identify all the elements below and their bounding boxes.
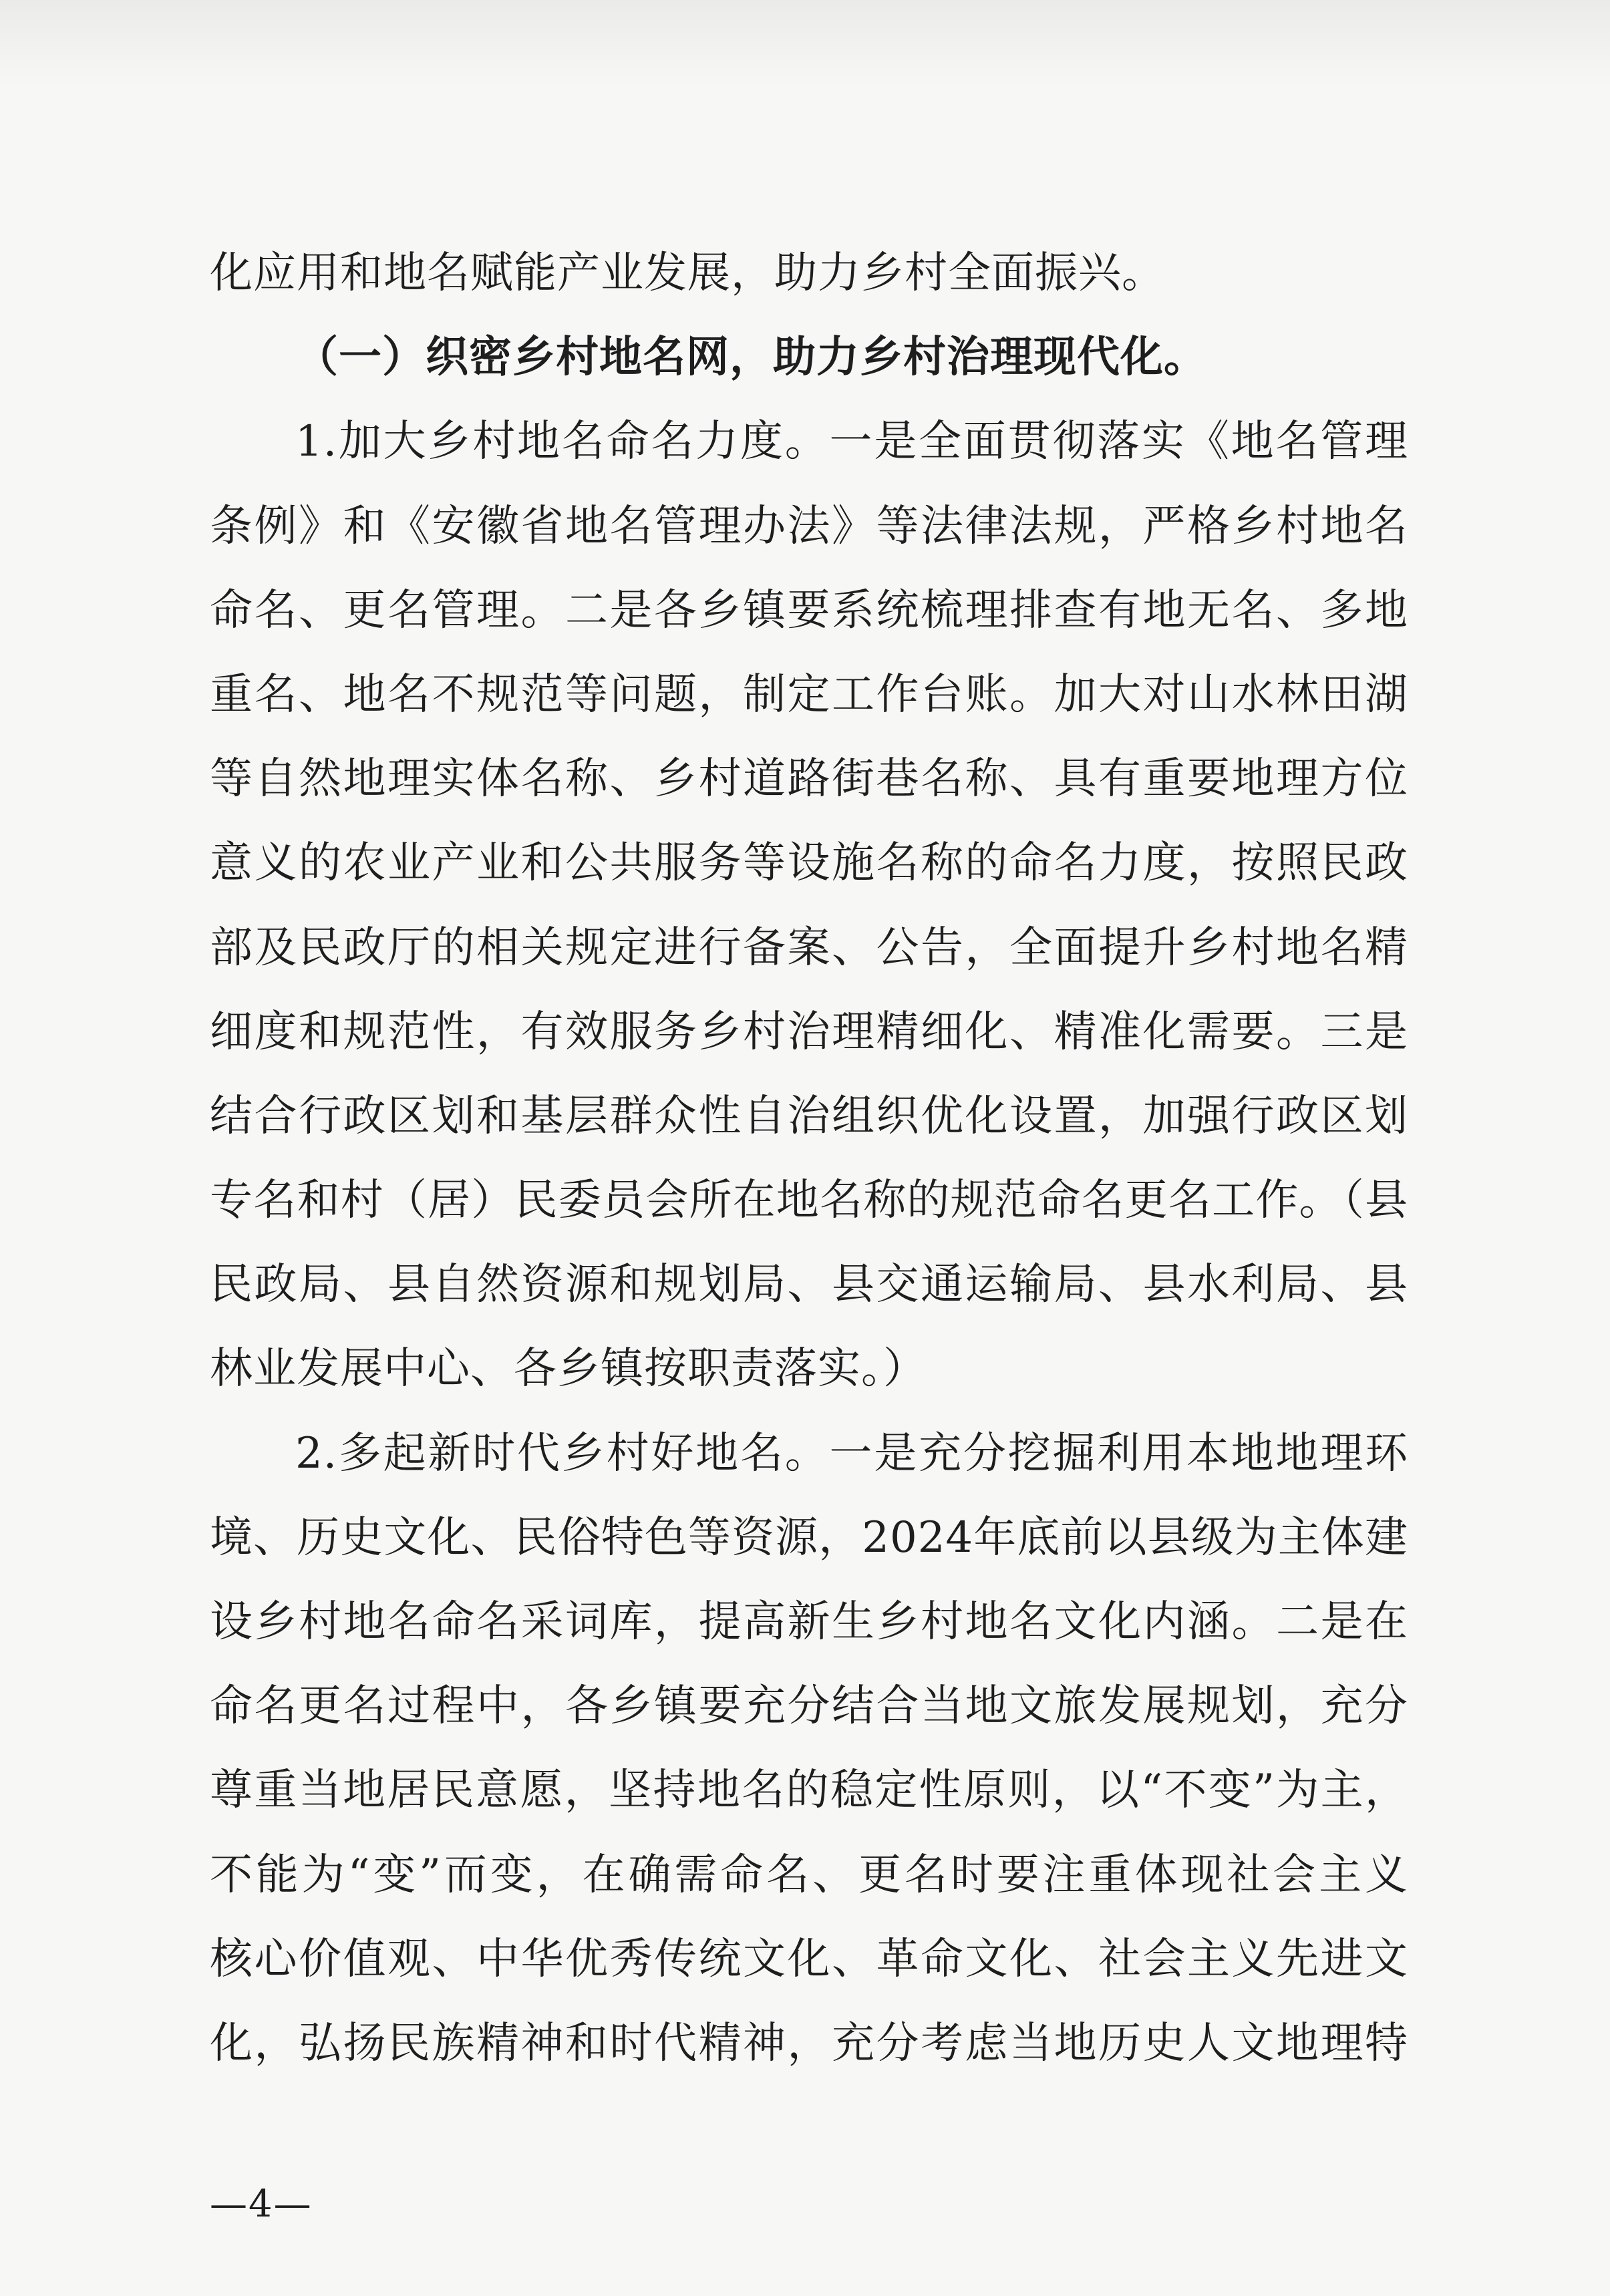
paragraph-line: 专名和村（居）民委员会所在地名称的规范命名更名工作。（县 — [210, 1176, 1408, 1226]
scan-top-shadow — [0, 0, 1610, 87]
paragraph-line: 结合行政区划和基层群众性自治组织优化设置，加强行政区划 — [210, 1091, 1408, 1141]
paragraph-line: 细度和规范性，有效服务乡村治理精细化、精准化需要。三是 — [210, 1007, 1408, 1057]
paragraph-line: 命名、更名管理。二是各乡镇要系统梳理排查有地无名、多地 — [210, 585, 1408, 635]
paragraph-line: 设乡村地名命名采词库，提高新生乡村地名文化内涵。二是在 — [210, 1597, 1408, 1647]
paragraph-line: 林业发展中心、各乡镇按职责落实。） — [210, 1344, 927, 1394]
paragraph-line: 化，弘扬民族精神和时代精神，充分考虑当地历史人文地理特 — [210, 2018, 1408, 2068]
paragraph-line: 化应用和地名赋能产业发展，助力乡村全面振兴。 — [210, 249, 1165, 298]
paragraph-line: 命名更名过程中，各乡镇要充分结合当地文旅发展规划，充分 — [210, 1681, 1408, 1732]
paragraph-line: 部及民政厅的相关规定进行备案、公告，全面提升乡村地名精 — [210, 923, 1408, 973]
paragraph-line: 意义的农业产业和公共服务等设施名称的命名力度，按照民政 — [210, 838, 1408, 888]
paragraph-line: 境、历史文化、民俗特色等资源，2024年底前以县级为主体建 — [210, 1512, 1408, 1563]
paragraph-line: 2.多起新时代乡村好地名。一是充分挖掘利用本地地理环 — [295, 1428, 1408, 1478]
paragraph-line: 核心价值观、中华优秀传统文化、革命文化、社会主义先进文 — [210, 1934, 1408, 1984]
document-body — [210, 231, 1408, 2086]
paragraph-line: 条例》和《安徽省地名管理办法》等法律法规，严格乡村地名 — [210, 501, 1408, 551]
paragraph-line: 不能为“变”而变，在确需命名、更名时要注重体现社会主义 — [210, 1850, 1408, 1900]
paragraph-line: 等自然地理实体名称、乡村道路街巷名称、具有重要地理方位 — [210, 754, 1408, 804]
paragraph-line: 1.加大乡村地名命名力度。一是全面贯彻落实《地名管理 — [295, 417, 1408, 467]
paragraph-line: 民政局、县自然资源和规划局、县交通运输局、县水利局、县 — [210, 1260, 1408, 1310]
paragraph-line: 尊重当地居民意愿，坚持地名的稳定性原则，以“不变”为主， — [210, 1766, 1408, 1816]
paragraph-line: 重名、地名不规范等问题，制定工作台账。加大对山水林田湖 — [210, 669, 1408, 719]
section-heading: （一）织密乡村地名网，助力乡村治理现代化。 — [295, 332, 1207, 383]
page-number: —4— — [210, 2182, 313, 2226]
